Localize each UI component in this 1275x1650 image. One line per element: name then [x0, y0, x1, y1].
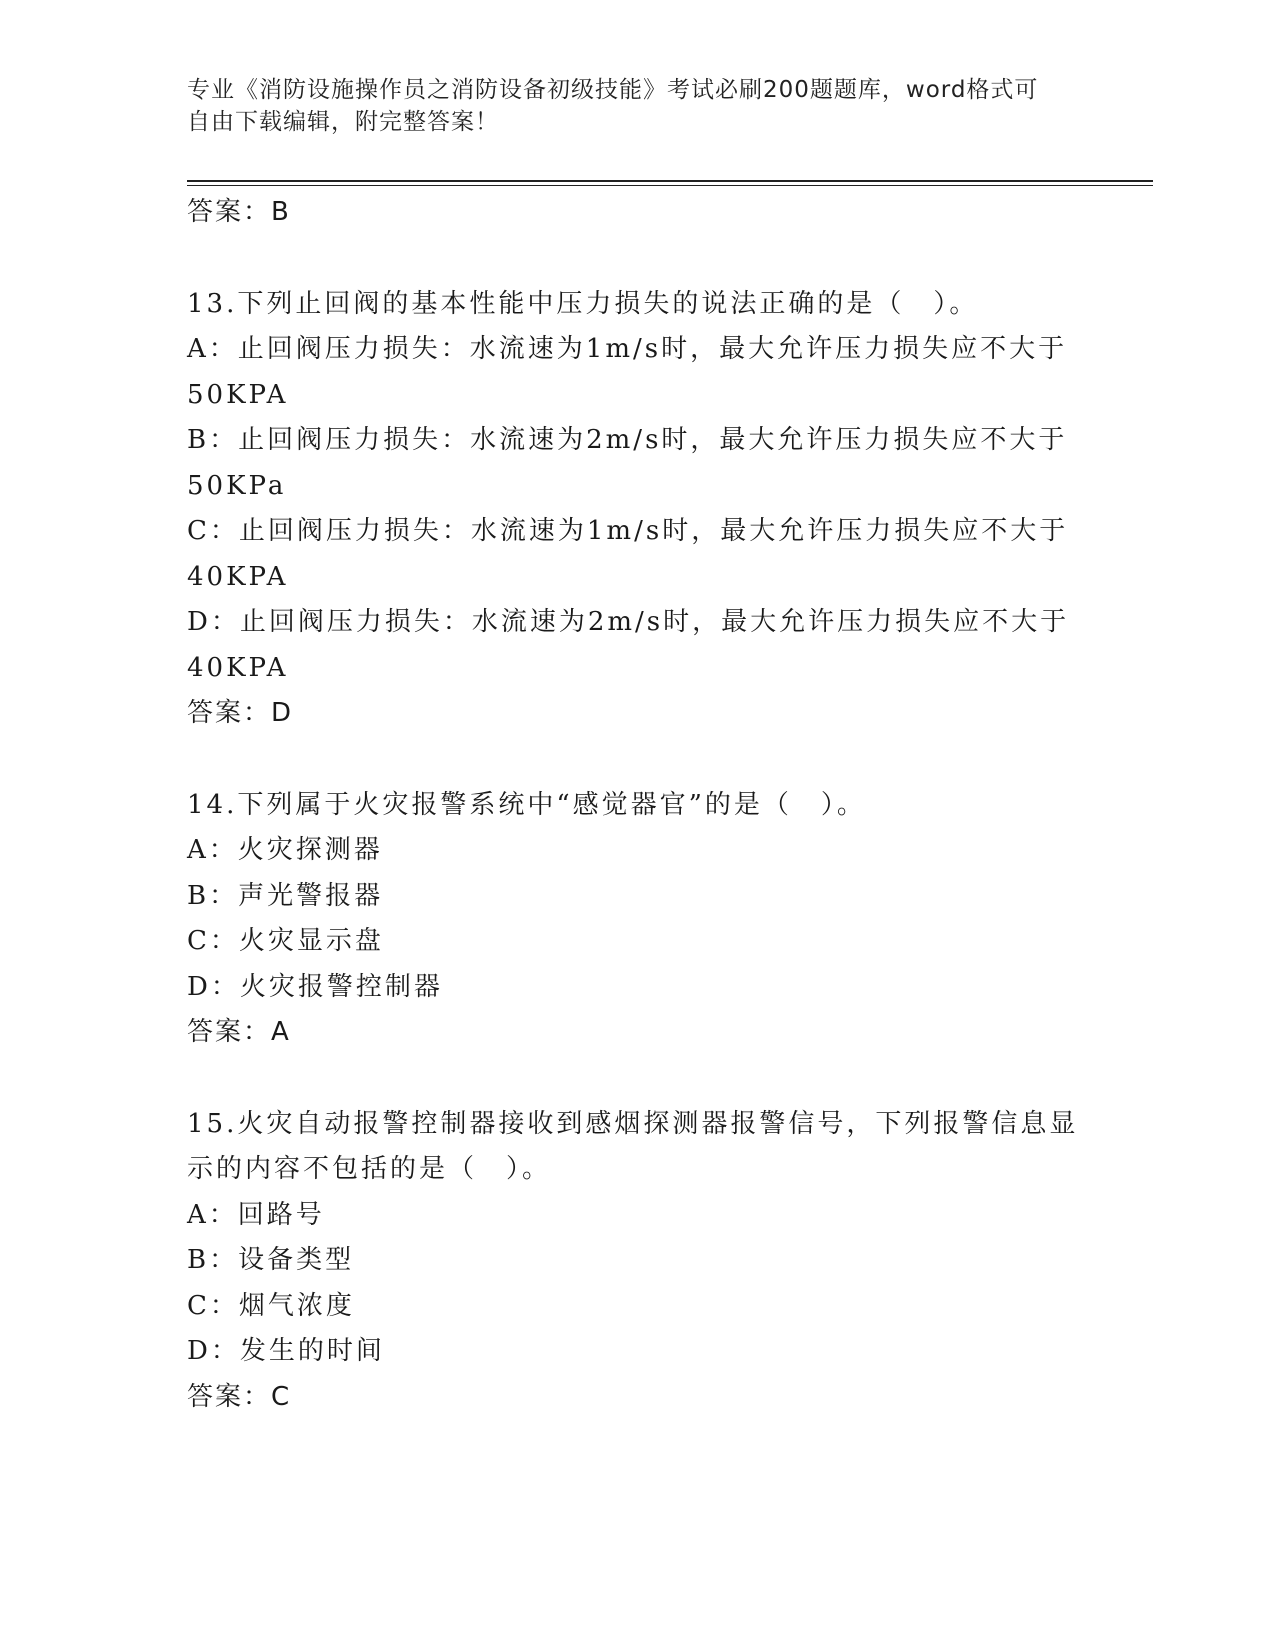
option-c-continued: 40KPA	[187, 561, 289, 592]
option-c: C：烟气浓度	[187, 1290, 355, 1321]
option-c: C：火灾显示盘	[187, 926, 384, 956]
question-block	[187, 282, 1087, 737]
option-d-continued: 40KPA	[187, 652, 289, 683]
option-b-continued: 50KPa	[187, 470, 287, 501]
option-a: A：火灾探测器	[187, 835, 383, 865]
header-divider-thin	[187, 185, 1153, 186]
option-a: A：回路号	[187, 1199, 325, 1230]
header-line-2: 自由下载编辑，附完整答案！	[187, 109, 499, 135]
previous-answer: 答案：B	[187, 197, 291, 227]
spacer	[187, 737, 1087, 783]
answer-label: 答案：A	[187, 1017, 291, 1047]
option-d: D：发生的时间	[187, 1336, 385, 1366]
header-line-1: 专业《消防设施操作员之消防设备初级技能》考试必刷200题题库，word格式可	[187, 77, 1039, 103]
answer-label: 答案：D	[187, 698, 294, 728]
option-c: C：止回阀压力损失：水流速为1m/s时，最大允许压力损失应不大于	[187, 516, 1069, 546]
question-content	[187, 190, 1087, 1420]
header-divider-thick	[187, 180, 1153, 182]
question-stem: 14.下列属于火灾报警系统中“感觉器官”的是（ ）。	[187, 789, 866, 820]
option-a: A：止回阀压力损失：水流速为1m/s时，最大允许压力损失应不大于	[187, 334, 1068, 364]
spacer	[187, 1056, 1087, 1102]
question-block	[187, 1102, 1087, 1421]
question-block	[187, 783, 1087, 1056]
answer-label: 答案：C	[187, 1381, 292, 1412]
option-d: D：止回阀压力损失：水流速为2m/s时，最大允许压力损失应不大于	[187, 607, 1070, 637]
spacer	[187, 236, 1087, 282]
page-header	[187, 74, 1067, 138]
question-stem-continued: 示的内容不包括的是（ ）。	[187, 1154, 552, 1184]
option-b: B：设备类型	[187, 1245, 355, 1275]
option-b: B：声光警报器	[187, 880, 384, 911]
question-stem: 13.下列止回阀的基本性能中压力损失的说法正确的是（ ）。	[187, 288, 979, 319]
option-d: D：火灾报警控制器	[187, 971, 443, 1002]
question-stem: 15.火灾自动报警控制器接收到感烟探测器报警信号，下列报警信息显	[187, 1108, 1079, 1139]
option-b: B：止回阀压力损失：水流速为2m/s时，最大允许压力损失应不大于	[187, 425, 1068, 455]
option-a-continued: 50KPA	[187, 379, 289, 410]
